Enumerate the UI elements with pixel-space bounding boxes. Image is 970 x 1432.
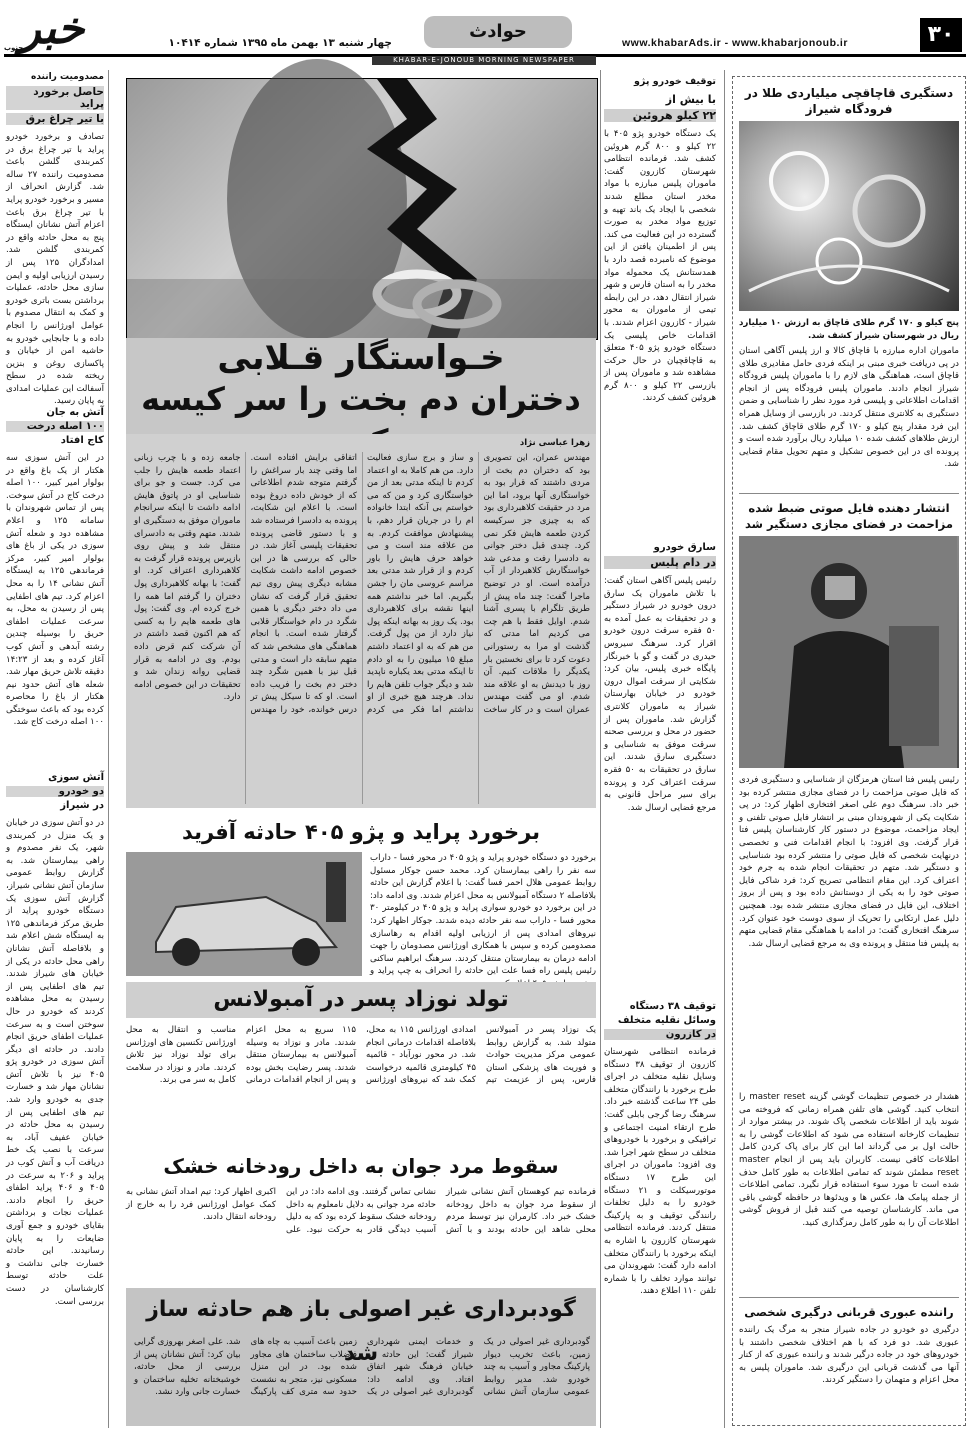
story-headline: برخورد پراید و پژو ۴۰۵ حادثه آفرید bbox=[181, 820, 541, 844]
headline-kicker: مصدومیت راننده bbox=[31, 72, 104, 82]
lead-title-1: خـواستگار قـلابی bbox=[217, 338, 505, 378]
story-text: درگیری دو خودرو در جاده شیراز منجر به مرگ یک راننده عبوری شد. دو فرد که با هم اختلاف شخصی داشتند با خودروهای خود در جاده درگیر شدند و راننده عبوری که از کنار آنها می گذشت قربانی این درگیری شد. ماموران پلیس به محل اعزام و متهمان را دستگیر کردند. bbox=[739, 1325, 959, 1386]
headline-title: با بیش از bbox=[665, 93, 716, 106]
paper-name-bar: KHABAR-E-JONOUB MORNING NEWSPAPER bbox=[372, 56, 596, 65]
story-text: رئیس پلیس فتا استان هرمزگان از شناسایی و دستگیری فردی که فایل صوتی مزاحمت را در فضای مجازی منتشر کرده بود خبر داد. سرهنگ دوم علی اصغر افتخاری اظهار کرد: در پی شکایت یکی از شهروندان مبنی بر انتشار فایل صوتی تلفنی و ایجاد مزاحمت، موضوع در دستور کار کارشناسان پلیس فتا قرار گرفت. وی افزود: با انجام اقدامات فنی و تخصصی درنهایت شخصی که فایل صوتی را منتشر کرده بود شناسایی و دستگیر شد. متهم در تحقیقات انجام شده به جرم خود اعتراف کرد. این مقام انتظامی تصریح کرد: فرد شاکی فایل صوتی خود را به یکی از دوستانش داده بود و پس از بروز اختلاف، این فایل در فضای مجازی منتشر شده بود. همچنین دلیل عمل ارتکابی را تحریک از سوی دوست خود عنوان کرد. سرهنگ افتخاری گفت: در ادامه با هماهنگی مقام قضایی متهم به پلیس فتا منتقل و پرونده وی به مرجع قضایی ارسال شد. bbox=[739, 775, 959, 949]
headline-title: آتش به جان bbox=[46, 407, 104, 418]
headline-title: در کازرون bbox=[604, 1029, 716, 1040]
story-text: رئیس پلیس آگاهی استان گفت: با تلاش ماموران یک سارق درون خودرو در شیراز دستگیر و در تحقیقات به عمل آمده به ۵۰ فقره سرقت درون خودرو اقرار کرد. سرهنگ سیروس حیدری در گفت و گو با خبرنگار پایگاه خبری پلیس، بیان کرد: شکایتی از سرقت اموال درون خودرو در خیابان بهارستان شیراز به ماموران کلانتری گزارش شد. ماموران پس از حضور در محل و بررسی صحنه سرقت موفق به شناسایی و دستگیری سارق شدند. این سارق در تحقیقات به ۵۰ فقره سرقت اعتراف کرد و پرونده برای سیر مراحل قانونی به مرجع قضایی ارسال شد. bbox=[604, 576, 716, 813]
broken-rings-illustration bbox=[127, 79, 597, 339]
birth-title-band bbox=[126, 982, 596, 1018]
jewelry-illustration bbox=[739, 121, 957, 311]
right-column bbox=[732, 76, 966, 1426]
story-headline: گودبرداری غیر اصولی باز هم حادثه ساز شد bbox=[146, 1297, 576, 1366]
middle-column bbox=[604, 76, 716, 1426]
story-headline: سقوط مرد جوان به داخل رودخانه خشک bbox=[163, 1154, 559, 1178]
headline-title: با تیر چراغ برق bbox=[6, 113, 104, 125]
headline-title: در شیراز bbox=[60, 800, 104, 811]
headline-kicker: آتش سوزی bbox=[48, 772, 104, 783]
lead-title-band bbox=[126, 338, 596, 434]
lead-title-2: دختران دم بخت را سر کیسه bbox=[141, 380, 581, 418]
column-divider bbox=[724, 70, 725, 1428]
story-text: ماموران اداره مبارزه با قاچاق کالا و ارز پلیس آگاهی استان در پی دریافت خبری مبنی بر اینکه فردی حامل مقادیری طلای قاچاق است، هماهنگی های لازم را با ماموران پلیس فرودگاه شیراز انجام دادند. ماموران پلیس فرودگاه پس از انجام اقدامات اطلاعاتی و پلیسی فرد مورد نظر را شناسایی و ضمن دستگیری به کلانتری منتقل کردند. در بازرسی از وسایل همراه این فرد مقدار پنج کیلو و ۱۷۰ گرم طلای قاچاق کشف شد. ارزش طلاهای کشف شده ۱۰ میلیارد ریال برآورد شده است و پرونده ای در این خصوص تشکیل و متهم تحویل مقام قضایی شد. bbox=[739, 346, 959, 470]
story-headline: تولد نوزاد پسر در آمبولانس bbox=[213, 987, 509, 1012]
story-text: برخورد دو دستگاه خودرو پراید و پژو ۴۰۵ در محور فسا - داراب سه نفر را راهی بیمارستان کرد. محمد حسن جوکار مسئول روابط عمومی هلال احمر فسا گفت: با اعلام گزارش این حادثه بلافاصله ۲ دستگاه آمبولانس به محل اعزام شدند. وی ادامه داد: در این برخورد دو خودرو سواری پراید و پژو ۴۰۵ در کیلومتر ۳۰ محور فسا - داراب سه نفر حادثه دیده شدند. جوکار اظهار کرد: نیروهای امدادی پس از ارزیابی اولیه اقدام به رهاسازی مصدومین کرده و سپس با همکاری اورژانس مصدومان را جهت ادامه درمان به بیمارستان منتقل کردند. سرهنگ ابراهیم ساکنی رئیس پلیس راه فسا علت این حادثه را انحراف به چپ پراید و bbox=[370, 853, 597, 977]
crash-photo bbox=[126, 852, 362, 976]
story-text: یک دستگاه خودرو پژو ۴۰۵ با ۲۲ کیلو و ۸۰۰ گرم هروئین کشف شد. فرمانده انتظامی شهرستان کازرون گفت: ماموران پلیس مبارزه با مواد مخدر استان مطلع شدند شخصی با ایجاد یک باند تهیه و توزیع مواد مخدر به صورت گسترده در این فعالیت می کند. پس از اطمینان یافتن از این موضوع که نامبرده قصد دارد با همدستانش یک محموله مواد مخدر را به استان فارس و شهر شیراز انتقال دهد، در این رابطه تیمی از ماموران به محور شیراز - کازرون اعزام شدند. با اقدامات خاص پلیسی یک دستگاه خودرو پژو ۴۰۵ متعلق به قاچاقچیان در حال حرکت مشاهده شد و ماموران پس از بازرسی ۲۲ کیلو و ۸۰۰ گرم هروئین کشف کردند. bbox=[604, 129, 716, 404]
headline-kicker: توقیف ۳۸ دستگاه bbox=[629, 1001, 716, 1012]
story-text: فرمانده تیم کوهستان آتش نشانی شیراز از سقوط مرد جوان به داخل رودخانه خشک خبر داد. کارمران نیز توسط مردم محلی شاهد این حادثه بودند و با آتش نشانی تماس گرفتند. وی ادامه داد: در این حادثه مرد جوانی به دلایل نامعلوم به داخل رودخانه خشک سقوط کرده بود که به دلیل آسیب دیدگی قادر به حرکت نبود. علی اکبری اظهار کرد: تیم امداد آتش نشانی به کمک عوامل اورژانس فرد را به خارج از رودخانه انتقال دادند. bbox=[126, 1187, 596, 1235]
story-text: تصادف و برخورد خودرو پراید با تیر چراغ برق در کمربندی گلشن باعث مصدومیت راننده ۲۷ ساله شد. گزارش انحراف از مسیر و برخورد خودرو پراید با تیر چراغ برق باعث اعزام آتش نشانان ایستگاه پنج به محل حادثه واقع در کمربندی گلشن شد. امدادگران ۱۲۵ پس از رسیدن ارزیابی اولیه و ایمن سازی محل حادثه، عملیات برداشتن بست باتری خودرو و کمک به انتقال مصدوم با عوامل اورژانس را انجام داده و با جابجایی خودرو به حاشیه امن از خیابان و پاکسازی روغن و بنزین ریخته شده در سطح آسفالت این عملیات امدادی به پایان رسید. bbox=[6, 132, 105, 407]
headline-title: در دام پلیس bbox=[604, 556, 716, 569]
gold-jewelry-photo bbox=[739, 121, 959, 311]
story-text: هشدار در خصوص تنظیمات گوشی گزینه master reset را انتخاب کنید. گوشی های تلفن همراه زمانی که فروخته می شوند باید از اطلاعات شخصی پاک شوند. در بیشتر موارد از تنظیمات کارخانه استفاده می شود که اطلاعات گوشی را به حالت اول بر می گرداند اما این کار برای پاک کردن کامل اطلاعات کافی نیست. کاربران باید پس از انجام master reset مطمئن شوند که تمامی اطلاعات به طور کامل حذف شده است تا مورد سوء استفاده قرار نگیرد. تمامی اطلاعات از جمله پیامک ها، عکس ها و ویدئوها در حافظه گوشی باقی می ماند. کارشناسان توصیه می کنند قبل از فروش گوشی اطلاعات آن را به طور کامل رمزگذاری کنید. bbox=[739, 1092, 959, 1228]
lead-body: مهندس عمران، این تصویری بود که دختران دم بخت از مردی داشتند که قرار بود به خواستگاری آنها برود، اما این مرد در حقیقت کلاهبرداری بود که به چیزی جز سرکیسه کردن طعمه هایش فکر نمی کرد. چندی قبل دختر جوانی به دادسرا رفت و مدعی شد خواستگارش کلاهبردار از آب درآمده است. او در توضیح ماجرا گفت: چند ماه پیش از طریق تلگرام با پسری آشنا شدم. اوایل فقط با هم چت می کردیم اما مدتی که گذشت او مرا به رستورانی دعوت کرد تا برای نخستین بار یکدیگر را ملاقات کنیم. آن روز با دیدنش به او علاقه مند شدم. او می گفت مهندس عمران است و در کار ساخت و ساز و برج سازی فعالیت دارد. من هم کاملا به او اعتماد کردم تا اینکه مدتی بعد از من خواستگاری کرد و من که می خواستم بی آنکه ابتدا خانواده ام را در جریان قرار دهم، با پیشنهادش موافقت کردم. به من علاقه مند است و می خواهد حرف هایش را باور کردم و از قرار شد مدتی بعد مراسم عروسی مان را جشن بگیریم. اما خبر نداشتم همه اینها نقشه برای کلاهبرداری بود. یک روز به بهانه اینکه پول نیاز دارد از من پول گرفت. من هم که به او اعتماد داشتم مبلغ ۱۵ میلیون را به او دادم تا اینکه مدتی بعد یکباره ناپدید شد و دیگر جواب تلفن هایم را نداد. هرچند هیچ خبری از او نداشتم اما فکر می کردم اتفاقی برایش افتاده است. اما وقتی چند بار سراغش را گرفتم متوجه شدم اطلاعاتی که از خودش داده دروغ بوده است. با اعلام این شکایت، پرونده به دادسرا فرستاده شد و با دستور قاضی پرونده تحقیقات پلیسی آغاز شد. در حالی که بررسی ها در این خصوص ادامه داشت شکایت مشابه دیگری پیش روی تیم تحقیق قرار گرفت که نشان می داد دختر دیگری با همین شگرد در دام خواستگار قلابی گرفتار شده است. با انجام هماهنگی های مشخص شد که متهم سابقه دار است و مدتی قبل نیز با همین شگرد چند دختر دم بخت را فریب داده است. او که تا سیکل پیش تر درس خوانده، خود را مهندس جامعه زده و با چرب زبانی اعتماد طعمه هایش را جلب می کرد. جست و جو برای شناسایی او در پاتوق هایش ادامه داشت تا اینکه سرانجام ماموران موفق به دستگیری او شدند. متهم وقتی به دادسرای منتقل شد و پیش روی بازپرس پرونده قرار گرفت به کلاهبرداری اعتراف کرد. او گفت: با بهانه کلاهبرداری پول دختران را گرفتم اما همه را خرج کرده ام. وی گفت: پول های طعمه هایم را به کسی که هم اکنون قصد داشتم در آن شرکت کنم قرض داده بودم. وی در ادامه به قرار قضایی روانه زندان شد و تحقیقات در این خصوص ادامه دارد. bbox=[134, 453, 590, 715]
headline-title: دو خودرو bbox=[6, 786, 104, 797]
section-tab: حوادث bbox=[424, 16, 572, 48]
column-divider bbox=[108, 70, 109, 1428]
story-text: گودبرداری غیر اصولی در یک زمین، باعث تخریب دیوار پارکینگ مجاور و آسیب به چند خودرو شد. مدیر روابط عمومی سازمان آتش نشانی و خدمات ایمنی شهرداری شیراز گفت: این حادثه در خیابان فرهنگ شهر اتفاق افتاد. وی ادامه داد: گودبرداری غیر اصولی در یک زمین باعث آسیب به چاه های فاضلاب ساختمان های مجاور شده بود. در این منزل مسکونی نیز، متجر به نشست حدود سه متری کف پارکینگ شد. علی اصغر بهروزی گرایی بیان کرد: آتش نشانان پس از بررسی از محل حادثه، خوشبختانه تخلیه ساختمان و خسارت جانی وارد نشد. bbox=[134, 1337, 590, 1398]
story-text: فرمانده انتظامی شهرستان کازرون از توقیف ۳۸ دستگاه وسایل نقلیه متخلف در اجرای طرح برخورد با رانندگان متخلف طی ۲۴ ساعت گذشته خبر داد. سرهنگ رضا گرجی بابلی گفت: طرح ارتقاء امنیت اجتماعی و ترافیکی و برخورد با خودروهای متخلف در سطح شهر اجرا شد. وی افزود: ماموران در اجرای این طرح ۱۷ دستگاه موتورسیکلت و ۲۱ دستگاه خودرو را به دلیل تخلفات رانندگی توقیف و به پارکینگ منتقل کردند. فرمانده انتظامی شهرستان کازرون با اشاره به اینکه برخورد با رانندگان متخلف ادامه دارد گفت: شهروندان می توانند موارد تخلف را با شماره تلفن ۱۱۰ اطلاع دهند. bbox=[604, 1047, 716, 1297]
masthead bbox=[0, 0, 970, 64]
story-text: یک نوزاد پسر در آمبولانس متولد شد. به گزارش روابط عمومی مرکز مدیریت حوادث و فوریت های پزشکی استان فارس، پس از عزیمت تیم امدادی اورژانس ۱۱۵ به محل، بلافاصله اقدامات درمانی انجام شد. در محور نورآباد - قائمیه ۴۵ کیلومتری قائمیه درخواست کمک شد که نیروهای اورژانس ۱۱۵ سریع به محل اعزام شدند. مادر و نوزاد به وسیله آمبولانس به بیمارستان منتقل شدند. پسر رضایت بخش بوده و پس از انجام اقدامات درمانی مناسب و انتقال به محل اورژانس تکنسین های اورژانس برای تولد نوزاد نیز تلاش کردند. مادر و نوزاد در سلامت کامل به سر می برند. bbox=[126, 1025, 596, 1086]
wrecked-car-illustration bbox=[126, 852, 362, 976]
suspect-silhouette bbox=[739, 536, 957, 768]
headline-title: ۲۲ کیلو هروئین bbox=[604, 109, 716, 122]
story-headline: راننده عبوری قربانی درگیری شخصی bbox=[744, 1305, 954, 1319]
page-number-box: ۳۰ bbox=[920, 18, 962, 52]
byline: زهرا عباسی نژاد bbox=[519, 438, 590, 448]
headline-kicker: توقیف خودرو پژو bbox=[634, 76, 716, 87]
story-headline: انتشار دهنده فایل صوتی ضبط شده مزاحمت در فضای مجازی دستگیر شد bbox=[745, 501, 953, 531]
story-text: در این آتش سوزی سه هکتار از یک باغ واقع در بولوار امیر کبیر، ۱۰۰ اصله درخت کاج در آتش سوخت. پس از تماس شهروندان با سامانه ۱۲۵ و اعلام مشاهده دود و شعله آتش سوزی در یکی از باغ های بولوار امیر کبیر، مرکز فرماندهی ۱۲۵ به ایستگاه آتش نشانی ۱۴ را به محل اعزام کرد. تیم های اطفایی پس از رسیدن به محل، به سرعت عملیات اطفای حریق را بوسیله چندین رشته آبدهی و آتش کوب آغاز کرده و بعد از ۱۴:۲۳ دقیقه تلاش حریق مهار شد. شعله های آتش حدود نیم هکتار از باغ را محاصره کرده بود که باعث سوختگی ۱۰۰ اصله درخت کاج شد. bbox=[6, 453, 104, 728]
lead-text-box bbox=[126, 434, 596, 808]
headline-title: ۱۰۰ اصله درخت bbox=[6, 421, 104, 432]
headline-title: کاج افتاد bbox=[60, 435, 104, 446]
logo-text: خبر bbox=[19, 3, 85, 54]
websites: www.khabarAds.ir - www.khabarjonoub.ir bbox=[622, 37, 848, 49]
pit-story-box bbox=[126, 1288, 596, 1426]
left-column bbox=[6, 72, 104, 1427]
headline-title: حاصل برخورد پراید bbox=[6, 86, 104, 110]
date-issue: چهار شنبه ۱۳ بهمن ماه ۱۳۹۵ شماره ۱۰۴۱۴ bbox=[168, 37, 392, 49]
headline-kicker: سارق خودرو bbox=[653, 542, 716, 553]
story-text: در دو آتش سوزی در خیابان و یک منزل در کمربندی شهر، یک نفر مصدوم و راهی بیمارستان شد. به گزارش روابط عمومی سازمان آتش نشانی شیراز، گزارش آتش سوزی یک دستگاه خودرو پراید از طریق مرکز فرماندهی ۱۲۵ به ایستگاه شش اعلام شد و بلافاصله آتش نشانان راهی محل حادثه در یکی از خیابان های شیراز شدند. تیم های اطفایی پس از رسیدن به محل مشاهده کردند که خودرو در حال سوختن است و به سرعت عملیات اطفای حریق انجام دادند. در حادثه ای دیگر آتش سوزی در خودرو پژو ۴۰۵ نیز با تلاش آتش نشانان مهار شد و خسارت جدی به خودرو وارد شد. تیم های اطفایی پس از رسیدن به محل حادثه در خیابان عفیف آباد، به سرعت با نصب یک خط دریافت آب و آتش کوب در پراید و ۲۰۶ به سرعت در ۴۰۵ و ۴۰۶ پراید اطفای حریق را انجام دادند. عملیات نجات و برداشتن بقایای خودرو و جمع آوری ضایعات را به پایان رسانیدند. این حادثه خسارت جانی نداشت و علت حادثه توسط کارشناسان در دست بررسی است. bbox=[6, 818, 104, 1307]
column-divider bbox=[600, 70, 601, 1428]
headline-title: وسائل نقلیه متخلف bbox=[617, 1015, 716, 1026]
photo-caption: پنج کیلو و ۱۷۰ گرم طلای قاچاق به ارزش ۱۰ میلیارد ریال در شهرستان شیراز کشف شد. bbox=[739, 318, 959, 341]
suspect-photo bbox=[739, 536, 959, 768]
lead-photo bbox=[126, 78, 598, 340]
logo-sub: جنوب bbox=[4, 44, 24, 52]
story-headline: دستگیری قاچاقچی میلیاردی طلا در فرودگاه شیراز bbox=[744, 86, 954, 116]
